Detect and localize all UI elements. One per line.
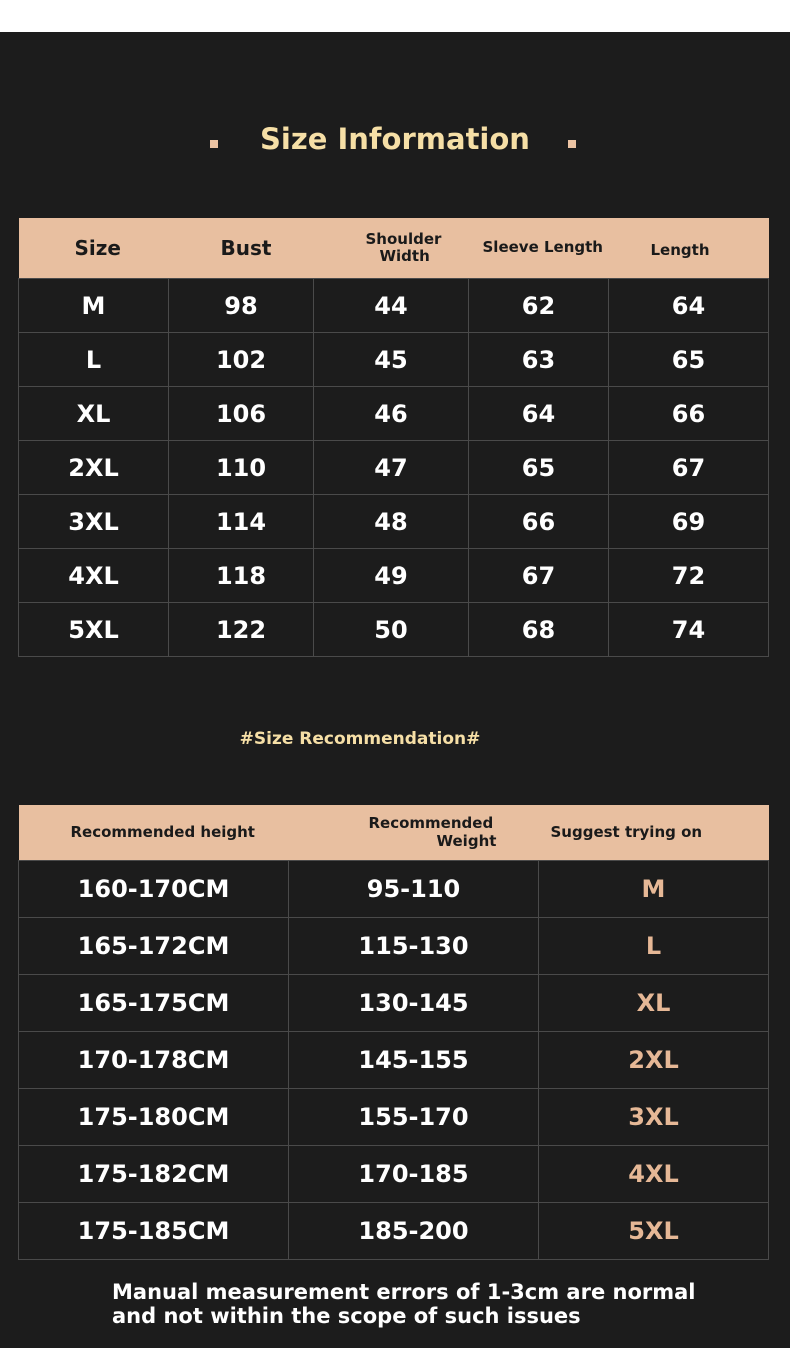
recommendation-table-row (19, 975, 769, 1032)
header-size: Size (19, 218, 169, 279)
header-recommended-weight (289, 805, 539, 861)
header-recommended-height: Recommended height (19, 805, 289, 861)
size-cell: 2XL (19, 441, 169, 495)
size-table-header-row (19, 218, 769, 279)
size-cell: 3XL (19, 495, 169, 549)
size-cell: 5XL (19, 603, 169, 657)
footnote-line1: Manual measurement errors of 1-3cm are normal (112, 1280, 696, 1304)
length-cell: 69 (609, 495, 769, 549)
recommendation-table-row (19, 1089, 769, 1146)
height-cell: 165-175CM (19, 975, 289, 1032)
header-shoulder-line2: Width (379, 247, 430, 265)
recommendation-table-row (19, 1032, 769, 1089)
header-shoulder-width (314, 218, 469, 279)
size-cell: 4XL (19, 549, 169, 603)
footnote (112, 1280, 752, 1328)
recommendation-table-row (19, 861, 769, 918)
recommendation-title: #Size Recommendation# (239, 729, 481, 749)
bust-cell: 110 (169, 441, 314, 495)
length-cell: 64 (609, 279, 769, 333)
sleeve-cell: 63 (469, 333, 609, 387)
length-cell: 67 (609, 441, 769, 495)
suggest-size-cell: L (539, 918, 769, 975)
suggest-size-cell: XL (539, 975, 769, 1032)
length-cell: 74 (609, 603, 769, 657)
size-table-row (19, 333, 769, 387)
bust-cell: 106 (169, 387, 314, 441)
height-cell: 175-185CM (19, 1203, 289, 1260)
suggest-size-cell: 2XL (539, 1032, 769, 1089)
suggest-size-cell: 5XL (539, 1203, 769, 1260)
weight-cell: 130-145 (289, 975, 539, 1032)
shoulder-cell: 49 (314, 549, 469, 603)
bust-cell: 98 (169, 279, 314, 333)
rec-table-header-row (19, 805, 769, 861)
recommendation-table (18, 805, 769, 1260)
header-weight-line2: Weight (436, 831, 497, 850)
size-cell: XL (19, 387, 169, 441)
size-table-row (19, 387, 769, 441)
recommendation-table-row (19, 918, 769, 975)
size-table-row (19, 549, 769, 603)
footnote-line2: and not within the scope of such issues (112, 1304, 581, 1328)
sleeve-cell: 66 (469, 495, 609, 549)
height-cell: 165-172CM (19, 918, 289, 975)
weight-cell: 145-155 (289, 1032, 539, 1089)
sleeve-cell: 62 (469, 279, 609, 333)
bust-cell: 118 (169, 549, 314, 603)
size-cell: L (19, 333, 169, 387)
recommendation-table-row (19, 1203, 769, 1260)
header-length: Length (609, 218, 769, 279)
shoulder-cell: 44 (314, 279, 469, 333)
sleeve-cell: 67 (469, 549, 609, 603)
recommendation-table-row (19, 1146, 769, 1203)
shoulder-cell: 45 (314, 333, 469, 387)
shoulder-cell: 46 (314, 387, 469, 441)
suggest-size-cell: 3XL (539, 1089, 769, 1146)
shoulder-cell: 50 (314, 603, 469, 657)
size-cell: M (19, 279, 169, 333)
size-table-row (19, 279, 769, 333)
length-cell: 66 (609, 387, 769, 441)
header-sleeve-length: Sleeve Length (469, 218, 609, 279)
weight-cell: 115-130 (289, 918, 539, 975)
size-table-row (19, 603, 769, 657)
weight-cell: 185-200 (289, 1203, 539, 1260)
suggest-size-cell: M (539, 861, 769, 918)
size-table-row (19, 495, 769, 549)
bust-cell: 114 (169, 495, 314, 549)
shoulder-cell: 48 (314, 495, 469, 549)
page-title: Size Information (260, 122, 530, 156)
height-cell: 175-182CM (19, 1146, 289, 1203)
weight-cell: 170-185 (289, 1146, 539, 1203)
suggest-size-cell: 4XL (539, 1146, 769, 1203)
sleeve-cell: 64 (469, 387, 609, 441)
header-weight-line1: Recommended (368, 814, 494, 833)
sleeve-cell: 65 (469, 441, 609, 495)
length-cell: 65 (609, 333, 769, 387)
height-cell: 170-178CM (19, 1032, 289, 1089)
weight-cell: 155-170 (289, 1089, 539, 1146)
shoulder-cell: 47 (314, 441, 469, 495)
length-cell: 72 (609, 549, 769, 603)
height-cell: 175-180CM (19, 1089, 289, 1146)
header-shoulder-line1: Shoulder (365, 229, 442, 248)
bust-cell: 102 (169, 333, 314, 387)
title-right-square-icon (568, 140, 576, 148)
size-table (18, 218, 769, 657)
size-table-row (19, 441, 769, 495)
title-block (0, 112, 790, 172)
sleeve-cell: 68 (469, 603, 609, 657)
header-suggest-trying-on: Suggest trying on (539, 805, 769, 861)
weight-cell: 95-110 (289, 861, 539, 918)
bust-cell: 122 (169, 603, 314, 657)
top-white-strip (0, 0, 790, 32)
height-cell: 160-170CM (19, 861, 289, 918)
header-bust: Bust (169, 218, 314, 279)
